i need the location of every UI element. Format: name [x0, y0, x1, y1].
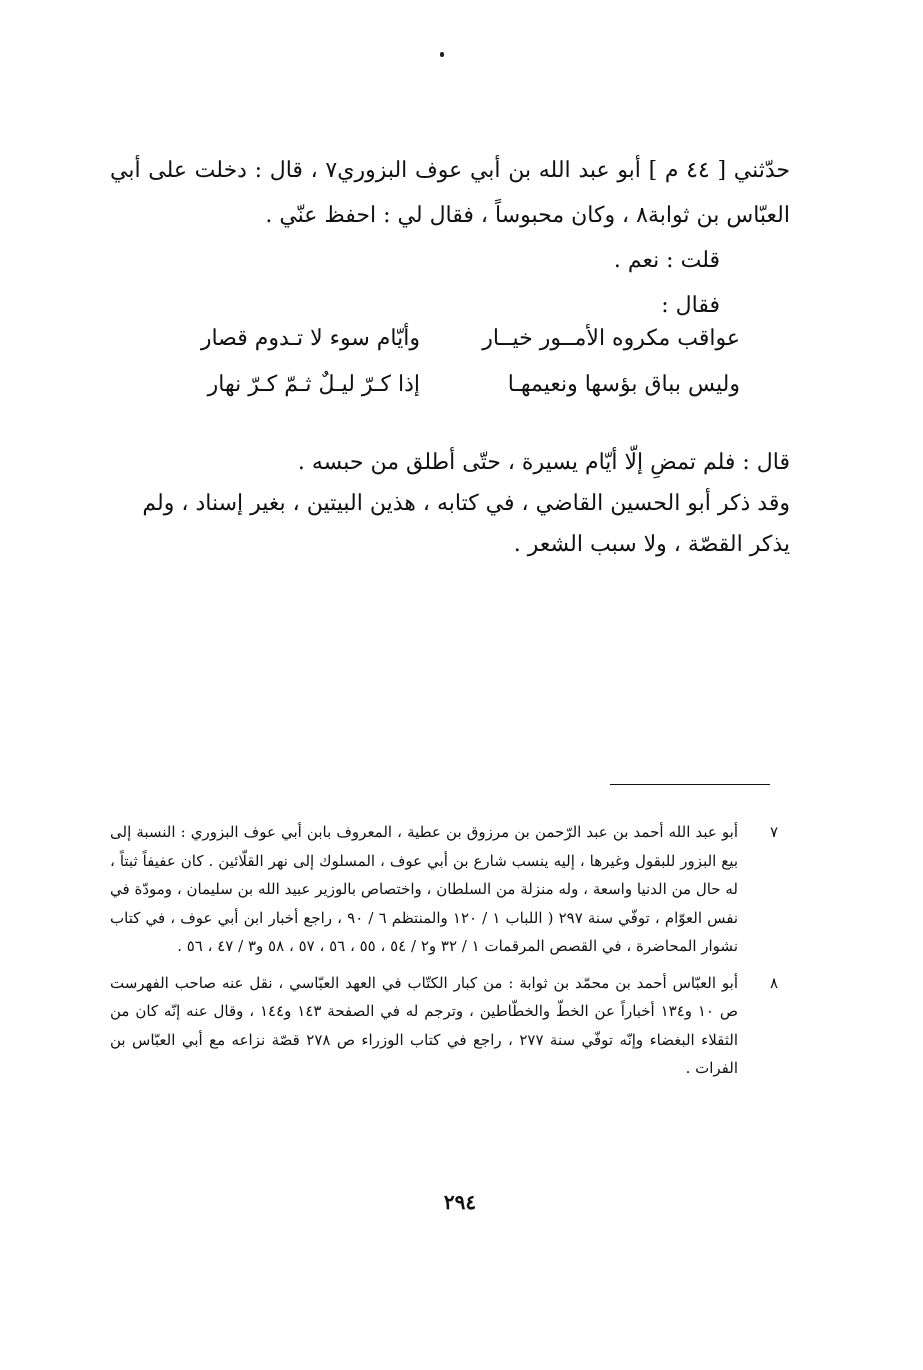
poem	[150, 326, 740, 418]
footnote-8	[110, 969, 778, 1083]
closing-text	[110, 442, 790, 565]
footnote-separator	[610, 784, 770, 785]
footnote-text: أبو العبّاس أحمد بن محمّد بن ثوابة : من كبار الكتّاب في العهد العبّاسي ، نقل عنه صاحب الفهرست ص ١٠ و١٣٤ أخباراً عن الخطّ والخطّاطين ، وترجم له في الصفحة ١٤٣ و١٤٤ ، وقال عنه إنّه كان من الثقلاء البغضاء وإنّه توفّي سنة ٢٧٧ ، راجع في كتاب الوزراء ص ٢٧٨ قصّة نزاعه مع أبي العبّاس بن الفرات .	[110, 973, 739, 1077]
verse-2-second-hemistich: إذا كـرّ ليـلٌ ثـمّ كـرّ نهار	[207, 372, 420, 397]
page-number: ٢٩٤	[443, 1190, 477, 1214]
verse-1-second-hemistich: وأيّام سوء لا تـدوم قصار	[200, 326, 420, 351]
reply-line: قلت : نعم .	[613, 248, 720, 273]
opening-paragraph: حدّثني [ ٤٤ م ] أبو عبد الله بن أبي عوف البزوري٧ ، قال : دخلت على أبي العبّاس بن ثوابة٨ ، وكان محبوساً ، فقال لي : احفظ عنّي .	[110, 158, 790, 228]
footnotes	[110, 818, 778, 1091]
ink-mark	[440, 52, 444, 57]
footnote-7	[110, 818, 778, 961]
verse-2	[150, 372, 740, 418]
speech-intro-line: فقال :	[661, 293, 720, 318]
verse-1	[150, 326, 740, 372]
footnote-text: أبو عبد الله أحمد بن عبد الرّحمن بن مرزوق بن عطية ، المعروف بابن أبي عوف البزوري : النسبة إلى بيع البزور للبقول وغيرها ، إليه ينسب شارع بن أبي عوف ، المسلوك إلى نهر القلّائين . كان عفيفاً ثبتاً ، له حال من الدنيا واسعة ، وله منزلة من السلطان ، واختصاص بالوزير عبيد الله بن سليمان ، ومودّة في نفس العوّام ، توفّي سنة ٢٩٧ ( اللباب ١ / ١٢٠ والمنتظم ٦ / ٩٠ ، راجع أخبار ابن أبي عوف ، في كتاب نشوار المحاضرة ، في القصص المرقمات ١ / ٣٢ و٢ / ٥٤ ، ٥٥ ، ٥٦ ، ٥٧ ، ٥٨ و٣ / ٤٧ ، ٥٦ .	[110, 823, 739, 955]
verse-2-first-hemistich: وليس بباق بؤسها ونعيمهـا	[507, 372, 740, 397]
main-text	[110, 148, 790, 328]
verse-1-first-hemistich: عواقب مكروه الأمــور خيــار	[482, 326, 740, 351]
release-line: قال : فلم تمضِ إلّا أيّام يسيرة ، حتّى أطلق من حبسه .	[297, 450, 790, 475]
footnote-number: ٧	[769, 823, 778, 841]
source-note-paragraph: وقد ذكر أبو الحسين القاضي ، في كتابه ، هذين البيتين ، بغير إسناد ، ولم يذكر القصّة ، ولا سبب الشعر .	[142, 491, 790, 557]
footnote-number: ٨	[769, 973, 778, 992]
